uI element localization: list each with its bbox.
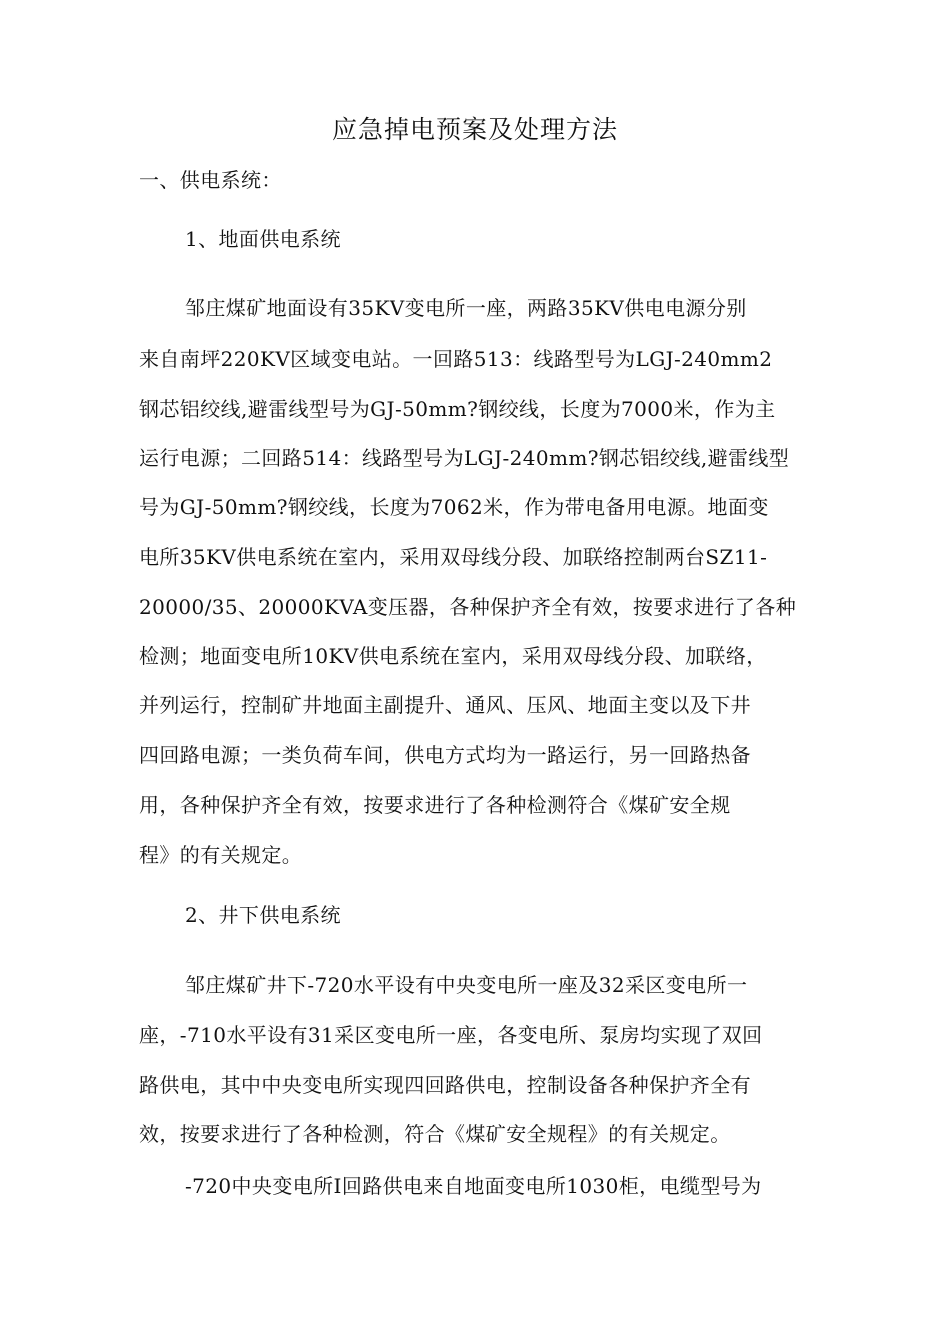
paragraph-line: 检测；地面变电所10KV供电系统在室内，采用双母线分段、加联络， (139, 644, 767, 668)
paragraph-line: 程》的有关规定。 (139, 843, 303, 867)
subheading-underground-power: 2、井下供电系统 (185, 903, 341, 927)
paragraph-line: 20000/35、20000KVA变压器，各种保护齐全有效，按要求进行了各种 (139, 595, 797, 619)
paragraph-line: 运行电源；二回路514：线路型号为LGJ-240mm?钢芯铝绞线,避雷线型 (139, 446, 790, 470)
section-heading-power-system: 一、供电系统： (139, 168, 282, 192)
paragraph-line: 邹庄煤矿地面设有35KV变电所一座，两路35KV供电电源分别 (185, 296, 747, 320)
paragraph-line: 电所35KV供电系统在室内，采用双母线分段、加联络控制两台SZ11- (139, 545, 768, 569)
paragraph-line: 座，-710水平设有31采区变电所一座，各变电所、泵房均实现了双回 (139, 1023, 763, 1047)
paragraph-line: 来自南坪220KV区域变电站。一回路513：线路型号为LGJ-240mm2 (139, 347, 773, 371)
paragraph-line: -720中央变电所Ⅰ回路供电来自地面变电所1030柜，电缆型号为 (185, 1174, 762, 1198)
paragraph-line: 号为GJ-50mm?钢绞线，长度为7062米，作为带电备用电源。地面变 (139, 495, 769, 519)
paragraph-line: 路供电，其中中央变电所实现四回路供电，控制设备各种保护齐全有 (139, 1073, 751, 1097)
subheading-surface-power: 1、地面供电系统 (185, 227, 341, 251)
document-title: 应急掉电预案及处理方法 (331, 115, 618, 144)
paragraph-line: 四回路电源；一类负荷车间，供电方式均为一路运行，另一回路热备 (139, 743, 751, 767)
paragraph-line: 邹庄煤矿井下-720水平设有中央变电所一座及32采区变电所一 (185, 973, 748, 997)
paragraph-line: 并列运行，控制矿井地面主副提升、通风、压风、地面主变以及下井 (139, 693, 751, 717)
paragraph-line: 效，按要求进行了各种检测，符合《煤矿安全规程》的有关规定。 (139, 1122, 731, 1146)
paragraph-line: 钢芯铝绞线,避雷线型号为GJ-50mm?钢绞线，长度为7000米，作为主 (139, 397, 776, 421)
paragraph-line: 用，各种保护齐全有效，按要求进行了各种检测符合《煤矿安全规 (139, 793, 731, 817)
